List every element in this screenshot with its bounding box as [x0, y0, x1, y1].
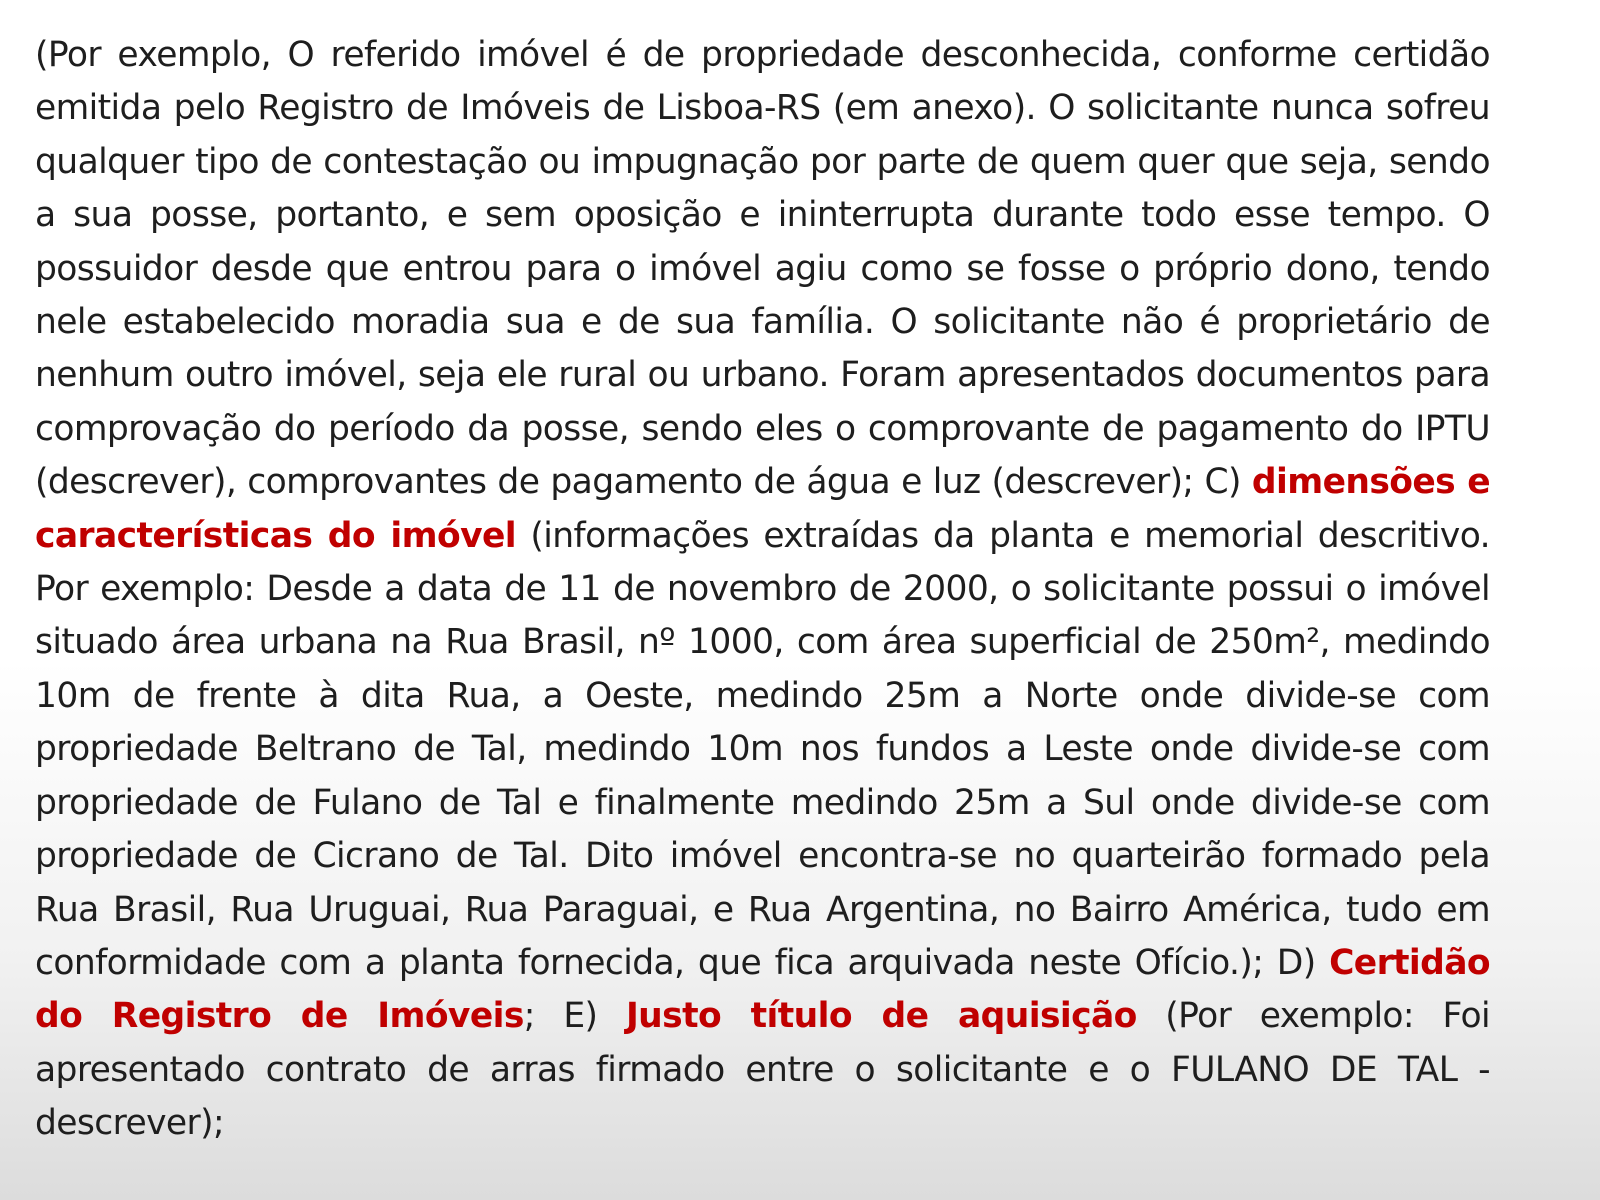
text-segment: (Por exemplo, O referido imóvel é de propriedade desconhecida, conforme certidão emitida pelo Registro de Imóveis de Lisboa-RS (em anexo). O solicitante nunca sofreu qualquer tipo de contestação ou impugnação por parte de quem quer que seja, sendo a sua posse, portanto, e sem oposição e ininterrupta durante todo esse tempo. O possuidor desde que entrou para o imóvel agiu como se fosse o próprio dono, tendo nele estabelecido moradia sua e de sua família. O solicitante não é proprietário de nenhum outro imóvel, seja ele rural ou urbano. Foram apresentados documentos para comprovação do período da posse, sendo eles o comprovante de pagamento do IPTU (descrever), comprovantes de pagamento de água e luz (descrever); C)	[35, 35, 1490, 503]
text-segment: ; E)	[523, 996, 626, 1037]
text-segment: (Por exemplo: Foi apresentado contrato de arras firmado entre o solicitante e o FULANO DE TAL - descrever);	[35, 996, 1490, 1144]
text-segment: (informações extraídas da planta e memorial descritivo. Por exemplo: Desde a data de 11 de novembro de 2000, o solicitante possui o imóvel situado área urbana na Rua Brasil, nº 1000, com área superficial de 250m², medindo 10m de frente à dita Rua, a Oeste, medindo 25m a Norte onde divide-se com propriedade Beltrano de Tal, medindo 10m nos fundos a Leste onde divide-se com propriedade de Fulano de Tal e finalmente medindo 25m a Sul onde divide-se com propriedade de Cicrano de Tal. Dito imóvel encontra-se no quarteirão formado pela Rua Brasil, Rua Uruguai, Rua Paraguai, e Rua Argentina, no Bairro América, tudo em conformidade com a planta fornecida, que fica arquivada neste Ofício.); D)	[35, 515, 1490, 983]
highlight-dimensoes-caracteristicas: dimensões e características do imóvel	[35, 462, 1490, 556]
highlight-certidao-registro: Certidão do Registro de Imóveis	[35, 942, 1490, 1037]
highlight-justo-titulo: Justo título de aquisição	[625, 996, 1137, 1037]
document-paragraph	[35, 29, 1490, 1151]
